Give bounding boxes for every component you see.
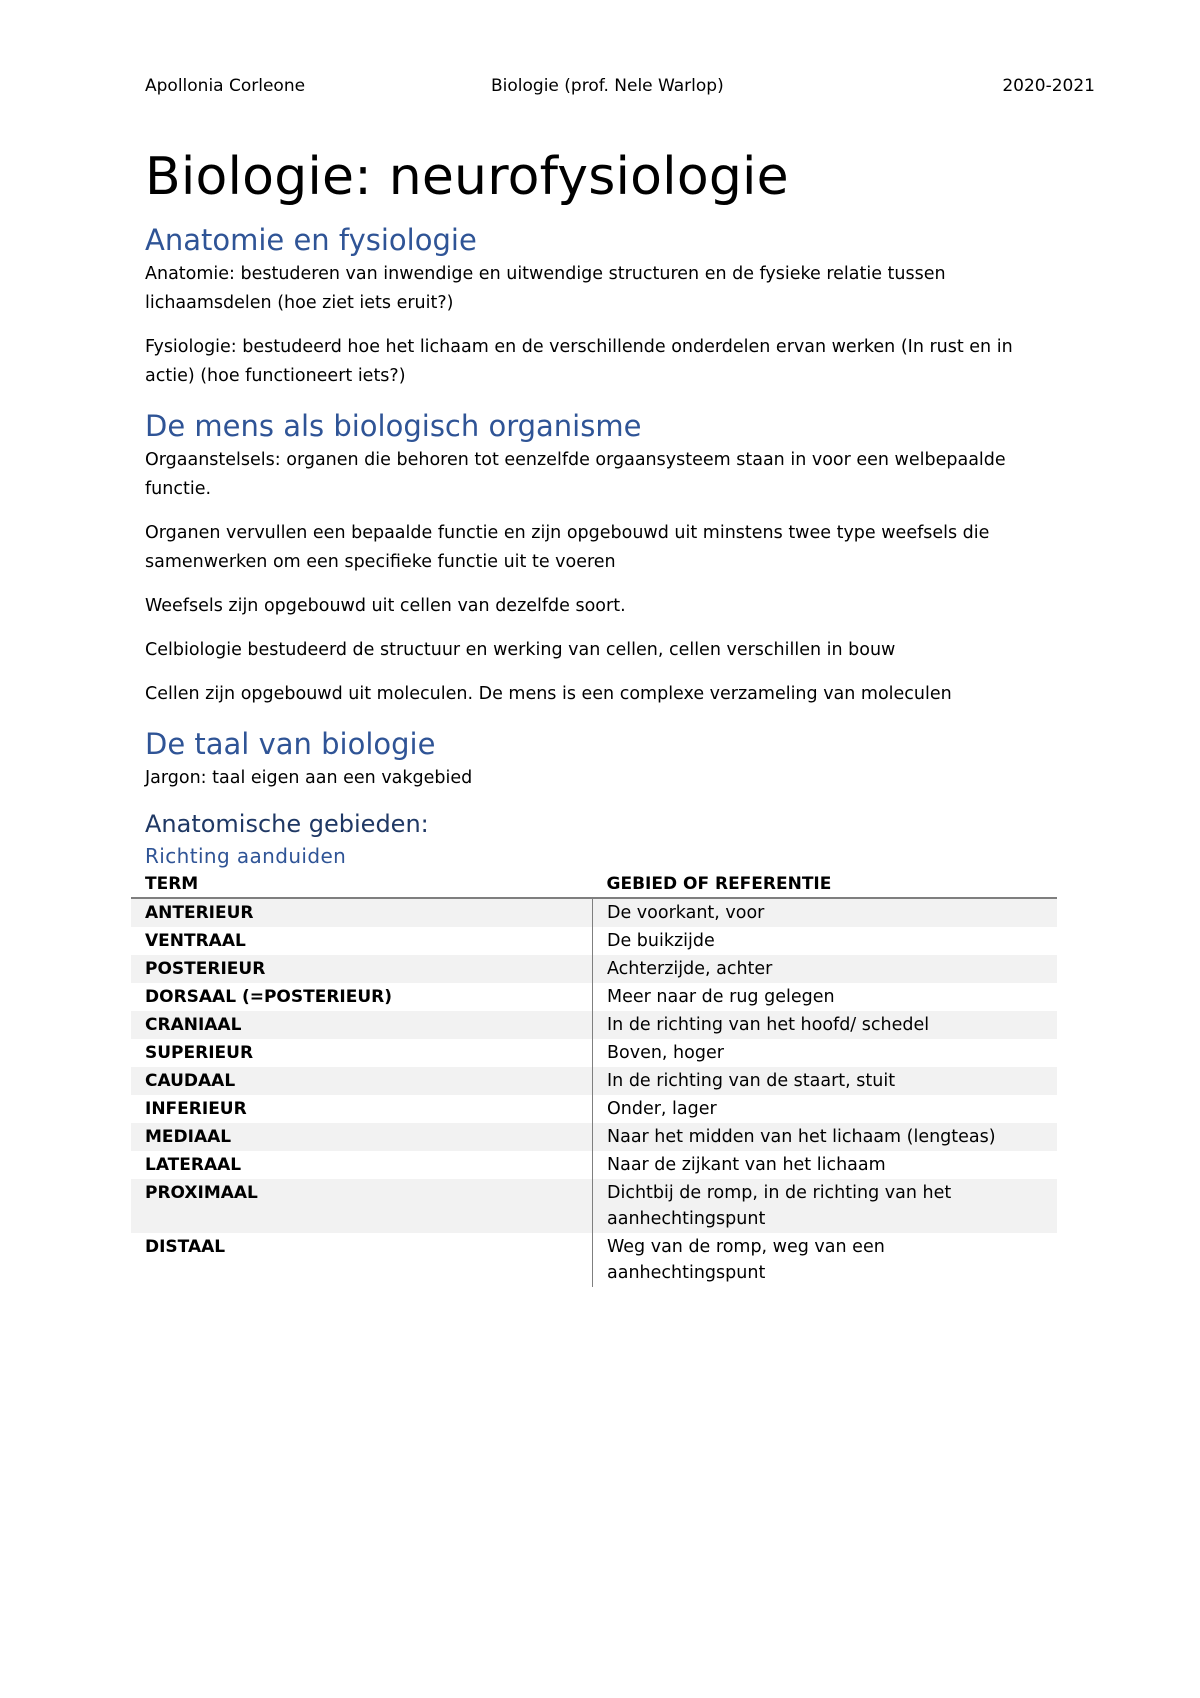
column-header-term: TERM [131,871,593,898]
reference-cell: De voorkant, voor [593,898,1058,927]
table-row [131,983,1057,1011]
reference-cell: Weg van de romp, weg van een aanhechtingspunt [607,1237,885,1283]
table-header-row [131,871,1057,898]
reference-cell: Naar de zijkant van het lichaam [607,1155,886,1175]
document-title: Biologie: neurofysiologie [145,147,789,207]
term-cell: PROXIMAAL [131,1179,593,1233]
term-cell: INFERIEUR [131,1095,593,1123]
heading-anatomische-gebieden: Anatomische gebieden: [145,810,429,838]
subheading-richting-aanduiden: Richting aanduiden [145,844,347,868]
direction-terms-table [131,871,1057,1287]
term-cell: SUPERIEUR [131,1039,593,1067]
term-cell: CAUDAAL [131,1067,593,1095]
table-row [131,898,1057,927]
heading-taal-van-biologie: De taal van biologie [145,727,436,761]
table-row [131,955,1057,983]
reference-cell: In de richting van de staart, stuit [593,1067,1058,1095]
paragraph-anatomie: Anatomie: bestuderen van inwendige en uitwendige structuren en de fysieke relatie tussen lichaamsdelen (hoe ziet iets eruit?) [145,264,946,313]
reference-cell: Naar het midden van het lichaam (lengteas) [593,1123,1058,1151]
term-cell: LATERAAL [131,1151,593,1179]
paragraph-fysiologie: Fysiologie: bestudeerd hoe het lichaam en de verschillende onderdelen ervan werken (In rust en in actie) (hoe functioneert iets?) [145,337,1013,386]
header-course: Biologie (prof. Nele Warlop) [491,76,724,96]
paragraph-organen: Organen vervullen een bepaalde functie en zijn opgebouwd uit minstens twee type weefsels die samenwerken om een specifieke functie uit te voeren [145,523,990,572]
heading-mens-als-organisme: De mens als biologisch organisme [145,409,642,443]
reference-cell: Onder, lager [607,1099,717,1119]
reference-cell: Achterzijde, achter [593,955,1058,983]
table-row [131,1011,1057,1039]
heading-anatomie-en-fysiologie: Anatomie en fysiologie [145,223,477,257]
header-author: Apollonia Corleone [145,76,306,96]
term-cell: CRANIAAL [131,1011,593,1039]
term-cell: DISTAAL [131,1233,593,1287]
table-row [131,1095,1057,1123]
paragraph-weefsels: Weefsels zijn opgebouwd uit cellen van dezelfde soort. [145,596,626,616]
table-row [131,1179,1057,1233]
table-row [131,1067,1057,1095]
header-year: 2020-2021 [1002,76,1095,96]
term-cell: POSTERIEUR [131,955,593,983]
term-cell: VENTRAAL [131,927,593,955]
paragraph-jargon: Jargon: taal eigen aan een vakgebied [145,768,473,788]
paragraph-orgaanstelsels: Orgaanstelsels: organen die behoren tot eenzelfde orgaansysteem staan in voor een welbepaalde functie. [145,450,1006,499]
paragraph-cellen: Cellen zijn opgebouwd uit moleculen. De mens is een complexe verzameling van moleculen [145,684,952,704]
term-cell: MEDIAAL [131,1123,593,1151]
table-row [131,927,1057,955]
reference-cell: Boven, hoger [607,1043,724,1063]
document-body [145,140,1065,1287]
reference-cell: De buikzijde [607,931,715,951]
page-header [145,76,1095,102]
table-row [131,1151,1057,1179]
table-row [131,1039,1057,1067]
reference-cell: In de richting van het hoofd/ schedel [593,1011,1058,1039]
column-header-reference: GEBIED OF REFERENTIE [593,871,1058,898]
reference-cell: Dichtbij de romp, in de richting van het aanhechtingspunt [593,1179,1058,1233]
paragraph-celbiologie: Celbiologie bestudeerd de structuur en werking van cellen, cellen verschillen in bouw [145,640,896,660]
term-cell: DORSAAL (=POSTERIEUR) [131,983,593,1011]
table-row [131,1123,1057,1151]
reference-cell: Meer naar de rug gelegen [607,987,835,1007]
table-row [131,1233,1057,1287]
term-cell: ANTERIEUR [131,898,593,927]
